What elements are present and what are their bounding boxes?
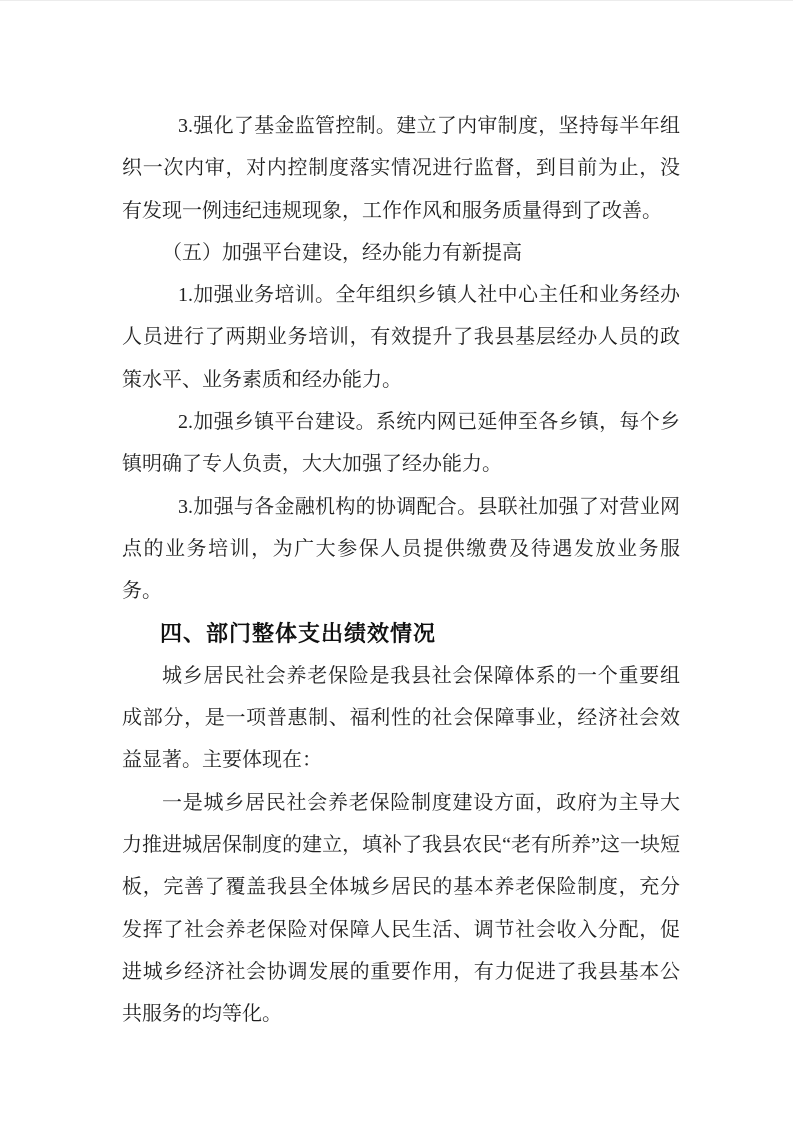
paragraph-pension-overview: 城乡居民社会养老保险是我县社会保障体系的一个重要组成部分，是一项普惠制、福利性的社会保障事业，经济社会效益显著。主要体现在： — [122, 664, 680, 772]
paragraph-business-training: 1.加强业务培训。全年组织乡镇人社中心主任和业务经办人员进行了两期业务培训，有效提升了我县基层经办人员的政策水平、业务素质和经办能力。 — [122, 284, 680, 391]
paragraph-fund-supervision: 3.强化了基金监管控制。建立了内审制度，坚持每半年组织一次内审，对内控制度落实情况进行监督，到目前为止，没有发现一例违纪违规现象，工作作风和服务质量得到了改善。 — [122, 115, 680, 222]
section-heading-expenditure-performance: 四、部门整体支出绩效情况 — [160, 620, 437, 646]
subheading-platform-construction: （五）加强平台建设，经办能力有新提高 — [162, 241, 522, 264]
page-top-edge — [0, 0, 793, 1]
paragraph-financial-coordination: 3.加强与各金融机构的协调配合。县联社加强了对营业网点的业务培训，为广大参保人员提供缴费及待遇发放业务服务。 — [122, 495, 680, 603]
document-page — [122, 105, 680, 1036]
paragraph-township-platform: 2.加强乡镇平台建设。系统内网已延伸至各乡镇，每个乡镇明确了专人负责，大大加强了经办能力。 — [122, 411, 680, 476]
paragraph-system-construction-achievements: 一是城乡居民社会养老保险制度建设方面，政府为主导大力推进城居保制度的建立，填补了我县农民“老有所养”这一块短板，完善了覆盖我县全体城乡居民的基本养老保险制度，充分发挥了社会养老保险对保障人民生活、调节社会收入分配，促进城乡经济社会协调发展的重要作用，有力促进了我县基本公共服务的均等化。 — [122, 791, 680, 1026]
